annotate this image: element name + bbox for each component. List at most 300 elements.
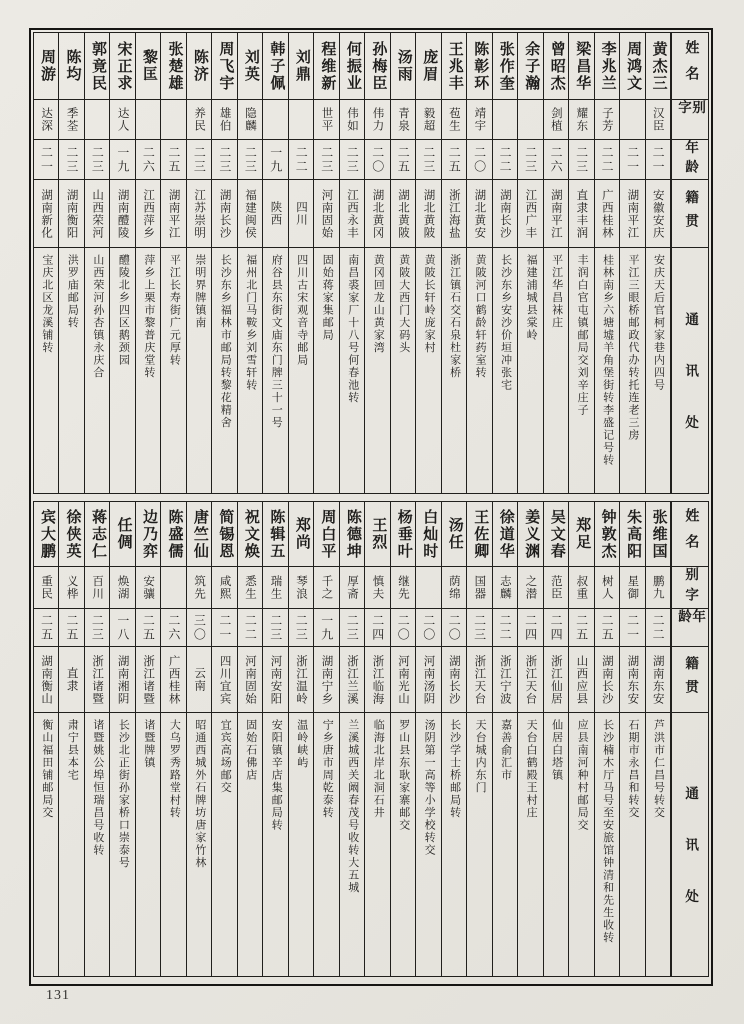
name-cell: 张楚雄	[166, 40, 183, 92]
entry-column	[365, 502, 390, 976]
native-place-cell: 湖南醴陵	[110, 179, 134, 247]
age-cell: 二三	[263, 608, 287, 646]
native-place-cell: 湖南衡阳	[59, 179, 83, 247]
entry-column	[34, 502, 59, 976]
name-cell: 陈彰环	[472, 40, 489, 92]
header-column	[671, 33, 708, 493]
entry-column	[110, 33, 135, 493]
address-cell: 丰润白官屯镇邮局交刘辛庄子	[569, 247, 593, 493]
address-cell: 平江三眼桥邮政代办转托连老三房	[620, 247, 644, 493]
age-cell: 二五	[59, 608, 83, 646]
courtesy-name-cell	[161, 99, 185, 139]
address-cell: 山西荣河孙杏镇永庆合	[85, 247, 109, 493]
age-cell: 二四	[544, 608, 568, 646]
header-name-label: 姓名	[683, 40, 699, 92]
address-cell: 衡山福田铺邮局交	[34, 712, 58, 976]
native-place-cell: 江苏崇明	[187, 179, 211, 247]
entry-column	[34, 33, 59, 493]
native-place-cell: 湖北黄安	[467, 179, 491, 247]
address-cell: 昭通西城外石牌坊唐家竹林	[187, 712, 211, 976]
name-cell: 徐侠英	[64, 508, 81, 560]
age-cell: 二六	[544, 139, 568, 179]
age-cell: 三〇	[187, 608, 211, 646]
age-cell: 二三	[518, 139, 542, 179]
name-cell: 杨垂叶	[395, 508, 412, 560]
name-cell: 周鸿文	[625, 40, 642, 92]
courtesy-name-cell: 叔重	[569, 566, 593, 608]
entry-column	[620, 33, 645, 493]
page-number: 131	[46, 988, 70, 1003]
age-cell: 二二	[493, 139, 517, 179]
name-cell: 周飞宇	[217, 40, 234, 92]
native-place-cell: 浙江诸暨	[136, 646, 160, 712]
age-cell: 一九	[263, 139, 287, 179]
entry-column	[416, 502, 441, 976]
entry-column	[289, 502, 314, 976]
native-place-cell: 陕西	[263, 179, 287, 247]
name-cell: 张作奎	[497, 40, 514, 92]
entry-column	[289, 33, 314, 493]
age-cell: 二三	[212, 139, 236, 179]
courtesy-name-cell: 伟力	[365, 99, 389, 139]
age-cell: 二三	[85, 608, 109, 646]
name-cell: 任倜	[115, 517, 132, 551]
address-cell: 醴陵北乡四区鹅颈园	[110, 247, 134, 493]
native-place-cell: 浙江海盐	[442, 179, 466, 247]
age-cell: 二〇	[442, 608, 466, 646]
courtesy-name-cell: 苞生	[442, 99, 466, 139]
header-address-label: 通讯处	[672, 712, 708, 976]
native-place-cell: 江西萍乡	[136, 179, 160, 247]
entry-column	[85, 502, 110, 976]
address-cell: 平江华昌袜庄	[544, 247, 568, 493]
courtesy-name-cell: 子芳	[595, 99, 619, 139]
native-place-cell: 安徽安庆	[646, 179, 670, 247]
name-cell: 黄杰三	[650, 40, 667, 92]
native-place-cell: 湖南长沙	[212, 179, 236, 247]
age-cell: 二五	[569, 608, 593, 646]
age-cell: 二〇	[416, 608, 440, 646]
courtesy-name-cell: 鹏九	[646, 566, 670, 608]
address-cell: 宁乡唐市周乾泰转	[314, 712, 338, 976]
entry-column	[518, 33, 543, 493]
native-place-cell: 湖南长沙	[595, 646, 619, 712]
header-name-label: 姓名	[683, 508, 699, 560]
age-cell: 二三	[238, 139, 262, 179]
address-cell: 天台城内东门	[467, 712, 491, 976]
age-cell: 二〇	[365, 139, 389, 179]
age-cell: 二二	[646, 608, 670, 646]
name-cell: 唐竺仙	[191, 508, 208, 560]
name-cell: 陈辑五	[268, 508, 285, 560]
native-place-cell: 广西桂林	[161, 646, 185, 712]
table-section-bottom	[33, 501, 709, 977]
courtesy-name-cell: 琴浪	[289, 566, 313, 608]
native-place-cell: 浙江仙居	[544, 646, 568, 712]
address-cell: 固始石佛店	[238, 712, 262, 976]
entry-column	[110, 502, 135, 976]
courtesy-name-cell: 世平	[314, 99, 338, 139]
header-native-label: 籍贯	[672, 646, 708, 712]
address-cell: 长沙学士桥邮局转	[442, 712, 466, 976]
courtesy-name-cell	[263, 99, 287, 139]
address-cell: 仙居白塔镇	[544, 712, 568, 976]
name-cell: 郭竟民	[89, 40, 106, 92]
courtesy-name-cell: 毅超	[416, 99, 440, 139]
native-place-cell: 湖南宁乡	[314, 646, 338, 712]
courtesy-name-cell: 达人	[110, 99, 134, 139]
name-cell: 周白平	[319, 508, 336, 560]
age-cell: 一九	[314, 608, 338, 646]
courtesy-name-cell	[620, 99, 644, 139]
entry-column	[391, 502, 416, 976]
native-place-cell: 河南光山	[391, 646, 415, 712]
entry-column	[391, 33, 416, 493]
native-place-cell: 云南	[187, 646, 211, 712]
native-place-cell: 湖南长沙	[442, 646, 466, 712]
courtesy-name-cell: 伟如	[340, 99, 364, 139]
entry-column	[518, 502, 543, 976]
courtesy-name-cell: 隐麟	[238, 99, 262, 139]
address-cell: 汤阴第一高等小学校转交	[416, 712, 440, 976]
native-place-cell: 浙江兰溪	[340, 646, 364, 712]
age-cell: 二二	[595, 139, 619, 179]
address-cell: 桂林南乡六塘墟羊角堡街转李盛记号转	[595, 247, 619, 493]
courtesy-name-cell: 范臣	[544, 566, 568, 608]
age-cell: 二六	[161, 608, 185, 646]
address-cell: 温岭峡屿	[289, 712, 313, 976]
entry-column	[595, 33, 620, 493]
entry-column	[569, 502, 594, 976]
address-cell: 府谷县东街文庙东门牌三十一号	[263, 247, 287, 493]
courtesy-name-cell: 义桦	[59, 566, 83, 608]
age-cell: 二五	[34, 608, 58, 646]
native-place-cell: 福建闽侯	[238, 179, 262, 247]
native-place-cell: 四川	[289, 179, 313, 247]
entry-column	[595, 502, 620, 976]
address-cell: 福建浦城县棠岭	[518, 247, 542, 493]
address-cell: 固始蒋家集邮局	[314, 247, 338, 493]
age-cell: 二二	[289, 139, 313, 179]
name-cell: 王兆丰	[446, 40, 463, 92]
native-place-cell: 直隶	[59, 646, 83, 712]
name-cell: 孙梅臣	[370, 40, 387, 92]
directory-table	[29, 28, 713, 986]
entry-column	[442, 33, 467, 493]
courtesy-name-cell: 剑植	[544, 99, 568, 139]
address-cell: 芦洪市仁昌号转交	[646, 712, 670, 976]
name-cell: 吴文春	[548, 508, 565, 560]
entry-column	[416, 33, 441, 493]
header-courtesy-label: 别字	[672, 99, 708, 139]
table-section-top	[33, 32, 709, 494]
courtesy-name-cell	[493, 99, 517, 139]
name-cell: 陈济	[191, 49, 208, 83]
address-cell: 宝庆北区龙溪铺转	[34, 247, 58, 493]
entry-column	[212, 502, 237, 976]
native-place-cell: 浙江宁波	[493, 646, 517, 712]
age-cell: 二〇	[391, 608, 415, 646]
age-cell: 二一	[212, 608, 236, 646]
address-cell: 福州北门马鞍乡刘雪轩转	[238, 247, 262, 493]
age-cell: 二三	[85, 139, 109, 179]
address-cell: 诸暨姚公埠恒瑞昌号收转	[85, 712, 109, 976]
address-cell: 天台白鹤殿王村庄	[518, 712, 542, 976]
courtesy-name-cell: 树人	[595, 566, 619, 608]
name-cell: 钟敦杰	[599, 508, 616, 560]
courtesy-name-cell: 养民	[187, 99, 211, 139]
native-place-cell: 江西永丰	[340, 179, 364, 247]
native-place-cell: 浙江天台	[518, 646, 542, 712]
courtesy-name-cell: 汉臣	[646, 99, 670, 139]
name-cell: 陈均	[64, 49, 81, 83]
entry-column	[238, 33, 263, 493]
age-cell: 二六	[136, 139, 160, 179]
entry-column	[620, 502, 645, 976]
age-cell: 二三	[314, 139, 338, 179]
address-cell: 嘉善俞汇市	[493, 712, 517, 976]
native-place-cell: 湖南湘阴	[110, 646, 134, 712]
courtesy-name-cell: 筑先	[187, 566, 211, 608]
address-cell: 崇明界牌镇南	[187, 247, 211, 493]
age-cell: 二二	[493, 608, 517, 646]
entry-column	[493, 33, 518, 493]
entry-column	[161, 33, 186, 493]
header-age-label: 年龄	[672, 139, 708, 179]
address-cell: 兰溪城西关阚春茂号收转大五城	[340, 712, 364, 976]
age-cell: 二一	[620, 608, 644, 646]
name-cell: 朱高阳	[625, 508, 642, 560]
native-place-cell: 湖南平江	[620, 179, 644, 247]
name-cell: 白灿时	[421, 508, 438, 560]
entry-column	[59, 502, 84, 976]
age-cell: 二四	[518, 608, 542, 646]
address-cell: 安庆天后官柯家巷内四号	[646, 247, 670, 493]
age-cell: 二一	[34, 139, 58, 179]
native-place-cell: 湖北黄陂	[391, 179, 415, 247]
address-cell: 安阳镇辛店集邮局转	[263, 712, 287, 976]
native-place-cell: 浙江温岭	[289, 646, 313, 712]
address-cell: 肃宁县本宅	[59, 712, 83, 976]
address-cell: 洪罗庙邮局转	[59, 247, 83, 493]
name-cell: 韩子佩	[268, 40, 285, 92]
name-cell: 黎匡	[140, 49, 157, 83]
courtesy-name-cell: 志麟	[493, 566, 517, 608]
address-cell: 应县南河种村邮局交	[569, 712, 593, 976]
courtesy-name-cell	[161, 566, 185, 608]
age-cell: 二三	[59, 139, 83, 179]
native-place-cell: 湖北黄冈	[365, 179, 389, 247]
address-cell: 大乌罗秀路堂村转	[161, 712, 185, 976]
courtesy-name-cell: 季荃	[59, 99, 83, 139]
address-cell: 石期市永昌和转交	[620, 712, 644, 976]
entry-column	[85, 33, 110, 493]
age-cell: 二三	[467, 608, 491, 646]
address-cell: 长沙东乡福林市邮局转黎花精舍	[212, 247, 236, 493]
native-place-cell: 河南固始	[238, 646, 262, 712]
courtesy-name-cell: 焕湖	[110, 566, 134, 608]
courtesy-name-cell: 重民	[34, 566, 58, 608]
courtesy-name-cell: 瑞生	[263, 566, 287, 608]
courtesy-name-cell: 千之	[314, 566, 338, 608]
name-cell: 蒋志仁	[89, 508, 106, 560]
age-cell: 二一	[620, 139, 644, 179]
entry-column	[238, 502, 263, 976]
entry-column	[493, 502, 518, 976]
name-cell: 刘鼎	[293, 49, 310, 83]
name-cell: 余子瀚	[523, 40, 540, 92]
name-cell: 宾大鹏	[39, 508, 56, 560]
entry-column	[442, 502, 467, 976]
name-cell: 周游	[39, 49, 56, 83]
age-cell: 一九	[110, 139, 134, 179]
name-cell: 王烈	[370, 517, 387, 551]
address-cell: 长沙楠木厅马号至安旅馆钟清和先生收转	[595, 712, 619, 976]
address-cell: 长沙东乡安沙价垣冲张宅	[493, 247, 517, 493]
entry-column	[646, 33, 671, 493]
address-cell: 平江长寿街广元厚转	[161, 247, 185, 493]
entry-column	[136, 502, 161, 976]
name-cell: 宋正求	[115, 40, 132, 92]
native-place-cell: 浙江临海	[365, 646, 389, 712]
native-place-cell: 江西广丰	[518, 179, 542, 247]
age-cell: 二五	[391, 139, 415, 179]
native-place-cell: 浙江天台	[467, 646, 491, 712]
entry-column	[59, 33, 84, 493]
header-native-label: 籍贯	[672, 179, 708, 247]
address-cell: 萍乡上栗市黎普庆堂转	[136, 247, 160, 493]
entry-column	[467, 33, 492, 493]
age-cell: 二三	[416, 139, 440, 179]
address-cell: 长沙北正街孙家桥口崇泰号	[110, 712, 134, 976]
name-cell: 曾昭杰	[548, 40, 565, 92]
age-cell: 二三	[340, 139, 364, 179]
courtesy-name-cell: 青泉	[391, 99, 415, 139]
native-place-cell: 湖南平江	[544, 179, 568, 247]
courtesy-name-cell	[136, 99, 160, 139]
courtesy-name-cell: 达深	[34, 99, 58, 139]
entry-column	[263, 33, 288, 493]
age-cell: 二五	[161, 139, 185, 179]
address-cell: 四川古宋观音寺邮局	[289, 247, 313, 493]
entry-column	[340, 502, 365, 976]
courtesy-name-cell: 耀东	[569, 99, 593, 139]
native-place-cell: 湖北黄陂	[416, 179, 440, 247]
name-cell: 祝文焕	[242, 508, 259, 560]
age-cell: 二三	[187, 139, 211, 179]
age-cell: 二〇	[467, 139, 491, 179]
age-cell: 二三	[340, 608, 364, 646]
name-cell: 郑足	[574, 517, 591, 551]
courtesy-name-cell: 百川	[85, 566, 109, 608]
address-cell: 黄陂大西门大码头	[391, 247, 415, 493]
age-cell: 二五	[442, 139, 466, 179]
entry-column	[187, 502, 212, 976]
name-cell: 徐道华	[497, 508, 514, 560]
courtesy-name-cell: 厚斋	[340, 566, 364, 608]
age-cell: 二五	[136, 608, 160, 646]
name-cell: 边乃弈	[140, 508, 157, 560]
name-cell: 汤任	[446, 517, 463, 551]
native-place-cell: 浙江诸暨	[85, 646, 109, 712]
name-cell: 庞眉	[421, 49, 438, 83]
name-cell: 程维新	[319, 40, 336, 92]
address-cell: 罗山县东耿家寨邮交	[391, 712, 415, 976]
address-cell: 黄陂河口鹤龄轩药室转	[467, 247, 491, 493]
native-place-cell: 湖南衡山	[34, 646, 58, 712]
address-cell: 诸暨牌镇	[136, 712, 160, 976]
native-place-cell: 四川宜宾	[212, 646, 236, 712]
courtesy-name-cell: 星御	[620, 566, 644, 608]
entry-column	[314, 33, 339, 493]
entry-column	[136, 33, 161, 493]
courtesy-name-cell	[518, 99, 542, 139]
entry-column	[365, 33, 390, 493]
courtesy-name-cell: 安骧	[136, 566, 160, 608]
courtesy-name-cell: 悉生	[238, 566, 262, 608]
name-cell: 陈盛儒	[166, 508, 183, 560]
name-cell: 陈德坤	[344, 508, 361, 560]
native-place-cell: 河南安阳	[263, 646, 287, 712]
native-place-cell: 湖南长沙	[493, 179, 517, 247]
native-place-cell: 湖南东安	[646, 646, 670, 712]
header-courtesy-label: 别字	[672, 566, 708, 608]
entry-column	[544, 502, 569, 976]
age-cell: 二五	[595, 608, 619, 646]
entry-column	[161, 502, 186, 976]
address-cell: 宜宾高场邮交	[212, 712, 236, 976]
entry-column	[187, 33, 212, 493]
entry-column	[646, 502, 671, 976]
native-place-cell: 直隶丰润	[569, 179, 593, 247]
native-place-cell: 广西桂林	[595, 179, 619, 247]
entry-column	[212, 33, 237, 493]
address-cell: 临海北岸北洞石井	[365, 712, 389, 976]
entry-column	[340, 33, 365, 493]
courtesy-name-cell: 靖宇	[467, 99, 491, 139]
age-cell: 一八	[110, 608, 134, 646]
header-address-label: 通讯处	[672, 247, 708, 493]
entry-column	[314, 502, 339, 976]
name-cell: 姜义渊	[523, 508, 540, 560]
age-cell: 二一	[646, 139, 670, 179]
age-cell: 二二	[238, 608, 262, 646]
address-cell: 南昌裘家厂十八号何春池转	[340, 247, 364, 493]
name-cell: 简锡恩	[217, 508, 234, 560]
age-cell: 二三	[289, 608, 313, 646]
courtesy-name-cell: 继先	[391, 566, 415, 608]
native-place-cell: 山西荣河	[85, 179, 109, 247]
name-cell: 张维国	[650, 508, 667, 560]
native-place-cell: 湖南平江	[161, 179, 185, 247]
courtesy-name-cell	[85, 99, 109, 139]
entry-column	[467, 502, 492, 976]
header-column	[671, 502, 708, 976]
native-place-cell: 河南固始	[314, 179, 338, 247]
courtesy-name-cell	[416, 566, 440, 608]
courtesy-name-cell: 雄伯	[212, 99, 236, 139]
entry-column	[544, 33, 569, 493]
name-cell: 郑尚	[293, 517, 310, 551]
age-cell: 二三	[569, 139, 593, 179]
entry-column	[263, 502, 288, 976]
native-place-cell: 山西应县	[569, 646, 593, 712]
address-cell: 浙江镇石交石泉杜家桥	[442, 247, 466, 493]
name-cell: 何振业	[344, 40, 361, 92]
courtesy-name-cell: 荫绵	[442, 566, 466, 608]
courtesy-name-cell: 之潜	[518, 566, 542, 608]
native-place-cell: 河南汤阴	[416, 646, 440, 712]
